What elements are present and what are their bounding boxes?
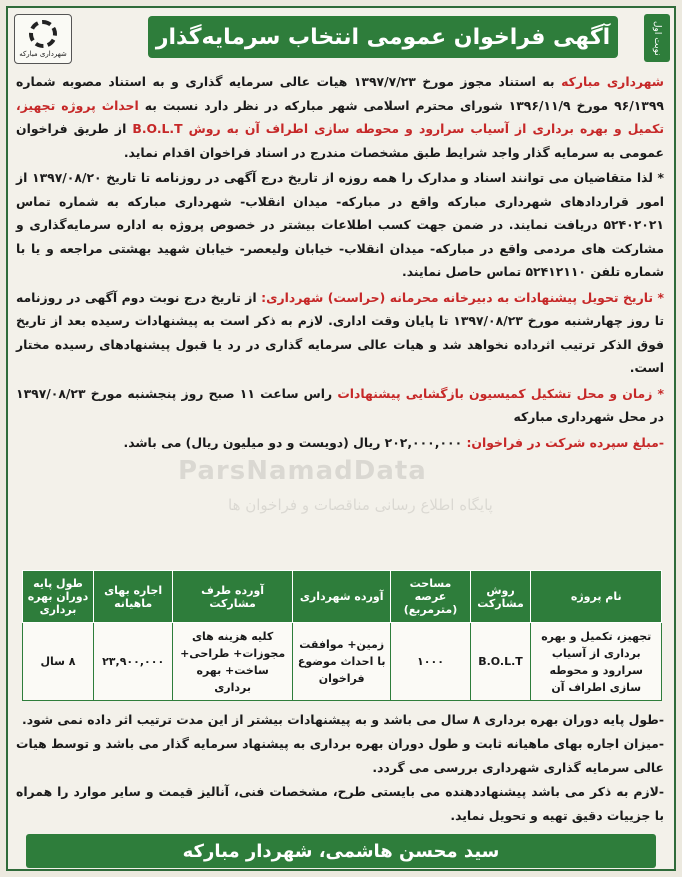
table-cell: ۲۳,۹۰۰,۰۰۰ bbox=[93, 623, 172, 701]
table-header: طول پایه دوران بهره برداری bbox=[23, 571, 94, 623]
table-header: آورده شهرداری bbox=[292, 571, 390, 623]
gear-emblem-icon bbox=[29, 20, 57, 48]
deposit-text: ۲۰۲,۰۰۰,۰۰۰ ریال (دویست و دو میلیون ریال) می باشد. bbox=[123, 434, 467, 450]
opening-text: راس ساعت ۱۱ صبح روز پنجشنبه مورخ ۱۳۹۷/۰۸/۲۳ در محل شهرداری مبارکه bbox=[16, 385, 664, 424]
opening-heading: * زمان و محل تشکیل کمیسیون بازگشایی پیشنهادات bbox=[337, 385, 664, 401]
table-header: مساحت عرصه (مترمربع) bbox=[391, 571, 470, 623]
table-cell: B.O.L.T bbox=[470, 623, 531, 701]
intro-paragraph bbox=[16, 70, 664, 164]
notes-section bbox=[16, 708, 664, 828]
deadline-heading: * تاریخ تحویل پیشنهادات به دبیرخانه محرمانه (حراست) شهرداری: bbox=[261, 289, 664, 305]
table-header: اجاره بهای ماهیانه bbox=[93, 571, 172, 623]
table-row bbox=[23, 623, 662, 701]
project-table bbox=[22, 570, 662, 701]
note-item: -میزان اجاره بهای ماهیانه ثابت و طول دوران بهره برداری به پیشنهاد سرمایه گذار می باشد و توسط هیات عالی سرمایه گذاری شهرداری بررسی می گردد. bbox=[16, 736, 664, 775]
deadline-text: از تاریخ درج نوبت دوم آگهی در روزنامه تا روز چهارشنبه مورخ ۱۳۹۷/۰۸/۲۳ تا پایان وقت اداری. لازم به ذکر است به پیشنهادات رسیده بعد از تاریخ فوق الذکر ترتیب اثرداده نخواهد شد و هیات عالی سرمایه گذاری در رد یا قبول پیشنهادهای رسیده مختار است. bbox=[16, 289, 664, 375]
watermark: ParsNamadData bbox=[178, 456, 427, 486]
deposit-paragraph bbox=[16, 431, 664, 455]
deadline-paragraph bbox=[16, 286, 664, 380]
municipality-logo bbox=[14, 14, 72, 64]
issuer-name: شهرداری مبارکه bbox=[561, 74, 664, 89]
table-cell: ۱۰۰۰ bbox=[391, 623, 470, 701]
note-item: -طول پایه دوران بهره برداری ۸ سال می باشد و به پیشنهادات بیشتر از این مدت ترتیب اثر داده نمی شود. bbox=[22, 712, 664, 727]
signature-bar: سید محسن هاشمی، شهردار مبارکه bbox=[26, 834, 656, 868]
watermark-subtitle: پایگاه اطلاع رسانی مناقصات و فراخوان ها bbox=[228, 496, 493, 514]
intro-text-1: به استناد مجوز مورخ ۱۳۹۷/۷/۲۳ هیات عالی سرمایه گذاری و به استناد مصوبه شماره ۹۶/۱۳۹۹ مورخ ۱۳۹۶/۱۱/۹ شورای محترم اسلامی شهر مبارکه در نظر دارد نسبت به bbox=[16, 74, 664, 113]
table-header-row bbox=[23, 571, 662, 623]
deposit-heading: -مبلغ سپرده شرکت در فراخوان: bbox=[466, 434, 664, 450]
page-title: آگهی فراخوان عمومی انتخاب سرمایه‌گذار bbox=[148, 16, 618, 58]
note-item: -لازم به ذکر می باشد پیشنهاددهنده می بایستی طرح، مشخصات فنی، آنالیز قیمت و سایر موارد را همراه با جزییات دقیق تهیه و تحویل نماید. bbox=[16, 784, 664, 823]
round-badge: نوبت اول bbox=[644, 14, 670, 62]
announcement-page bbox=[6, 6, 676, 871]
intro-text-2: از طریق فراخوان عمومی به سرمایه گذار واجد شرایط طبق مشخصات مندرج در اسناد فراخوان اقدام نماید. bbox=[16, 121, 664, 160]
logo-text: شهرداری مبارکه bbox=[19, 50, 67, 58]
table-header: روش مشارکت bbox=[470, 571, 531, 623]
table-cell: زمین+ موافقت با احداث موضوع فراخوان bbox=[292, 623, 390, 701]
table-cell: ۸ سال bbox=[23, 623, 94, 701]
table-cell: تجهیز، تکمیل و بهره برداری از آسیاب سرارود و محوطه سازی اطراف آن bbox=[531, 623, 662, 701]
documents-paragraph: * لذا متقاضیان می توانند اسناد و مدارک را همه روزه از تاریخ درج آگهی در روزنامه تا تاریخ ۱۳۹۷/۰۸/۲۰ از امور قراردادهای شهرداری مبارکه واقع در مبارکه- میدان انقلاب- شهرداری مبارکه به شماره تماس ۵۲۴۰۲۰۲۱ دریافت نمایند. در ضمن جهت کسب اطلاعات بیشتر در خصوص پروژه به اداره سرمایه‌گذاری و مشارکت های مردمی واقع در مبارکه- میدان انقلاب- خیابان ولیعصر- خیابان شهید بهشتی مراجعه و یا با شماره تلفن ۵۲۴۱۲۱۱۰ تماس حاصل نمایند. bbox=[16, 170, 664, 279]
announcement-body bbox=[16, 70, 664, 456]
project-title: احداث پروژه تجهیز، تکمیل و بهره برداری از آسیاب سرارود و محوطه سازی اطراف آن به روش B.O.L.T bbox=[16, 97, 665, 136]
header bbox=[8, 8, 674, 68]
opening-paragraph bbox=[16, 382, 664, 429]
table-cell: کلیه هزینه های مجوزات+ طراحی+ ساخت+ بهره برداری bbox=[173, 623, 293, 701]
table-header: آورده طرف مشارکت bbox=[173, 571, 293, 623]
table-header: نام پروژه bbox=[531, 571, 662, 623]
